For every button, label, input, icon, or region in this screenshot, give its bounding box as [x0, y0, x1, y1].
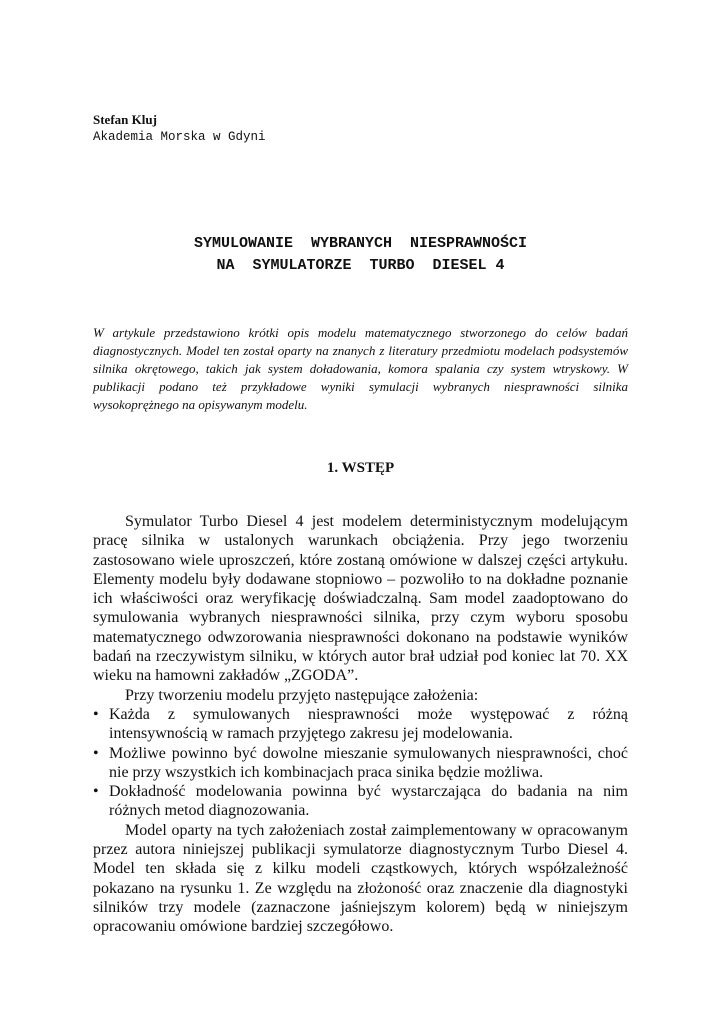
body-text — [93, 512, 628, 937]
section-heading: 1. WSTĘP — [326, 460, 395, 476]
abstract: W artykule przedstawiono krótki opis modelu matematycznego stworzonego do celów badań diagnostycznych. Model ten został oparty na znanych z literatury przedmiotu modelach podsystemów silnika okrętowego, takich jak system doładowania, komora spalania czy system wtryskowy. W publikacji podano też przykładowe wyniki symulacji wybranych niesprawności silnika wysokoprężnego na opisywanym modelu. — [93, 325, 628, 412]
bullet-icon: • — [93, 783, 99, 801]
paper-title-line-2: NA SYMULATORZE TURBO DIESEL 4 — [216, 257, 505, 274]
paper-title-line-1: SYMULOWANIE WYBRANYCH NIESPRAWNOŚCI — [193, 235, 528, 252]
list-item: • Dokładność modelowania powinna być wystarczająca do badania na nim różnych metod diagnozowania. — [93, 783, 628, 820]
paragraph-3: Model oparty na tych założeniach został zaimplementowany w opracowanym przez autora niniejszej publikacji symulatorze diagnostycznym Turbo Diesel 4. Model ten składa się z kilku modeli cząstkowych, których współzależność pokazano na rysunku 1. Ze względu na złożoność oraz znaczenie dla diagnostyki silników trzy modele (zaznaczone jaśniejszym kolorem) będą w niniejszym opracowaniu omówione bardziej szczegółowo. — [93, 821, 628, 936]
author-name: Stefan Kluj — [93, 112, 157, 127]
author-affiliation: Akademia Morska w Gdyni — [93, 130, 266, 144]
assumptions-list — [93, 705, 628, 821]
paragraph-1: Symulator Turbo Diesel 4 jest modelem deterministycznym modelującym pracę silnika w ustalonych warunkach obciążenia. Przy jego tworzeniu zastosowano wiele uproszczeń, które zostaną omówione w dalszej części artykułu. Elementy modelu były dodawane stopniowo – pozwoliło to na dokładne poznanie ich właściwości oraz weryfikację doświadczalną. Sam model zaadoptowano do symulowania wybranych niesprawności silnika, przy czym wyboru sposobu matematycznego odwzorowania niesprawności dokonano na podstawie wyników badań na rzeczywistym silniku, w których autor brał udział pod koniec lat 70. XX wieku na hamowni zakładów „ZGODA”. — [93, 513, 628, 685]
bullet-icon: • — [93, 705, 99, 723]
paragraph-2: Przy tworzeniu modelu przyjęto następujące założenia: — [125, 686, 479, 704]
list-item: • Możliwe powinno być dowolne mieszanie symulowanych niesprawności, choć nie przy wszystkich ich kombinacjach praca sinika będzie możliwa. — [93, 744, 628, 781]
list-item: • Każda z symulowanych niesprawności może występować z różną intensywnością w ramach przyjętego zakresu jej modelowania. — [93, 705, 628, 743]
bullet-icon: • — [93, 744, 99, 762]
